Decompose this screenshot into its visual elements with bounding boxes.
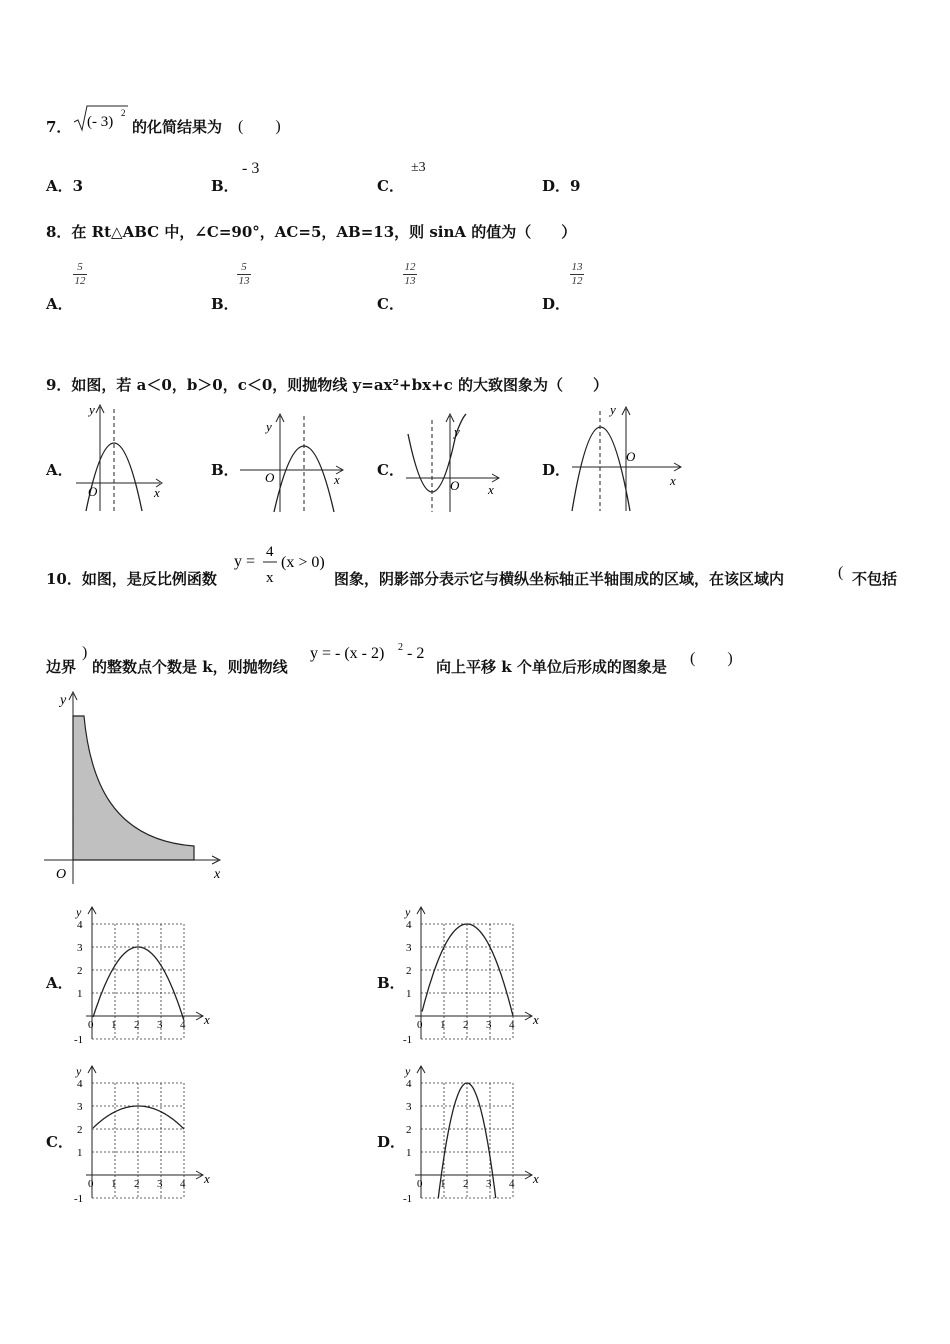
y-tick-label-neg: -1 <box>403 1034 413 1046</box>
svg-text:4: 4 <box>266 544 274 560</box>
y-tick-label: 3 <box>406 942 412 954</box>
svg-text:y =: y = <box>234 553 256 570</box>
svg-text:y: y <box>89 403 95 417</box>
q10-close-paren: ) <box>82 644 88 661</box>
y-tick-label: 2 <box>77 1124 83 1136</box>
x-tick-label: 1 <box>111 1019 117 1031</box>
q10-open-paren: ( <box>838 564 844 581</box>
x-tick-label: 2 <box>463 1019 469 1031</box>
y-tick-label: 1 <box>406 988 412 1000</box>
x-tick-label: 0 <box>88 1178 94 1190</box>
q10-graph-c <box>70 1059 210 1207</box>
q10-hyperbola-figure <box>42 690 230 886</box>
svg-text:O: O <box>626 449 636 464</box>
svg-text:y: y <box>60 693 67 708</box>
y-axis-label: y <box>76 905 82 919</box>
q7-option-b[interactable]: B． <box>211 177 239 195</box>
y-tick-label: 3 <box>77 942 83 954</box>
x-tick-label: 1 <box>111 1178 117 1190</box>
q10-graph-d <box>399 1059 539 1207</box>
svg-text:2: 2 <box>398 642 403 653</box>
x-tick-label: 0 <box>417 1019 423 1031</box>
y-tick-label: 1 <box>406 1147 412 1159</box>
q7-number: 7． <box>46 118 72 136</box>
q9-option-c[interactable]: C． <box>377 461 404 479</box>
svg-text:y: y <box>610 403 616 417</box>
x-tick-label: 3 <box>157 1019 163 1031</box>
q10-stem-part5: 的整数点个数是 k，则抛物线 <box>92 658 288 676</box>
q8-option-d-fraction: $\frac{13}{12}$ <box>571 261 583 287</box>
svg-text:y = - (x - 2): y = - (x - 2) <box>310 645 385 662</box>
svg-text:- 2: - 2 <box>407 645 425 662</box>
x-tick-label: 4 <box>180 1178 186 1190</box>
x-tick-label: 1 <box>440 1019 446 1031</box>
q7-paren: ( ) <box>238 118 281 135</box>
y-tick-label: 2 <box>77 965 83 977</box>
svg-text:x: x <box>214 867 221 882</box>
y-tick-label: 2 <box>406 965 412 977</box>
q8-option-b[interactable]: B． <box>211 295 239 313</box>
q10-option-b[interactable]: B． <box>377 974 405 992</box>
q9-graph-a <box>72 403 164 513</box>
y-tick-label: 3 <box>77 1101 83 1113</box>
q10-graph-a <box>70 900 210 1048</box>
q10-option-a[interactable]: A． <box>46 974 73 992</box>
q8-option-c-fraction: $\frac{12}{13}$ <box>404 261 416 287</box>
q10-stem-part4: 边界 <box>46 658 77 676</box>
q9-option-d[interactable]: D． <box>542 461 571 479</box>
q10-option-d[interactable]: D． <box>377 1133 406 1151</box>
y-axis-label: y <box>405 905 411 919</box>
y-tick-label: 4 <box>406 1078 412 1090</box>
q10-function-expression <box>232 540 334 588</box>
svg-text:O: O <box>265 470 275 485</box>
q7-radical <box>72 104 130 134</box>
svg-text:x: x <box>266 570 274 586</box>
parabola-curve <box>93 947 184 1021</box>
y-tick-label: 4 <box>77 1078 83 1090</box>
x-tick-label: 0 <box>88 1019 94 1031</box>
q9-option-b[interactable]: B． <box>211 461 239 479</box>
x-axis-label: x <box>204 1012 210 1027</box>
q8-option-a[interactable]: A． <box>46 295 73 313</box>
y-tick-label: 2 <box>406 1124 412 1136</box>
q8-stem: 8．在 Rt△ABC 中，∠C=90°，AC=5，AB=13，则 sinA 的值为（ ） <box>46 223 577 241</box>
x-tick-label: 2 <box>134 1178 140 1190</box>
q7-text: 的化简结果为 <box>132 118 223 136</box>
q8-option-d[interactable]: D． <box>542 295 571 313</box>
y-tick-label-neg: -1 <box>403 1193 413 1205</box>
y-tick-label: 1 <box>77 988 83 1000</box>
svg-text:y: y <box>266 419 272 434</box>
y-tick-label: 3 <box>406 1101 412 1113</box>
q9-option-a[interactable]: A． <box>46 461 73 479</box>
q10-option-c[interactable]: C． <box>46 1133 73 1151</box>
svg-text:y: y <box>454 424 460 439</box>
x-axis-label: x <box>204 1171 210 1186</box>
x-tick-label: 3 <box>486 1019 492 1031</box>
q9-graph-c <box>404 410 502 514</box>
x-tick-label: 2 <box>463 1178 469 1190</box>
q10-graph-b <box>399 900 539 1048</box>
svg-text:x: x <box>334 472 340 487</box>
x-tick-label: 4 <box>180 1019 186 1031</box>
q10-stem-part6: 向上平移 k 个单位后形成的图象是 <box>436 658 667 676</box>
q9-graph-b <box>238 410 346 514</box>
q9-stem: 9．如图，若 a＜0，b＞0，c＜0，则抛物线 y=ax²+bx+c 的大致图象为（ ） <box>46 376 608 394</box>
q9-graph-d <box>570 403 686 513</box>
q7-option-c-value: ±3 <box>411 160 426 175</box>
q7-option-c[interactable]: C． <box>377 177 404 195</box>
q7-option-d[interactable]: D．9 <box>542 177 581 195</box>
q10-paren: ( ) <box>690 650 733 667</box>
x-tick-label: 3 <box>486 1178 492 1190</box>
q10-stem-part2: 图象，阴影部分表示它与横纵坐标轴正半轴围成的区域，在该区域内 <box>334 570 785 588</box>
y-tick-label: 4 <box>406 919 412 931</box>
svg-text:O: O <box>88 484 98 499</box>
q7-option-b-value: - 3 <box>242 160 260 177</box>
parabola-curve <box>93 1106 184 1129</box>
svg-text:2: 2 <box>121 108 126 118</box>
svg-text:O: O <box>450 478 460 493</box>
q7-option-a[interactable]: A．3 <box>46 177 84 195</box>
q10-stem-part1: 10．如图，是反比例函数 <box>46 570 217 588</box>
y-tick-label: 1 <box>77 1147 83 1159</box>
x-axis-label: x <box>533 1012 539 1027</box>
parabola-curve <box>422 924 513 1016</box>
x-tick-label: 4 <box>509 1178 515 1190</box>
y-tick-label-neg: -1 <box>74 1193 84 1205</box>
q8-option-c[interactable]: C． <box>377 295 404 313</box>
q7-radical-text: (- 3) <box>87 114 114 130</box>
y-tick-label: 4 <box>77 919 83 931</box>
svg-text:x: x <box>154 485 160 500</box>
x-axis-label: x <box>533 1171 539 1186</box>
svg-text:x: x <box>488 482 494 497</box>
svg-text:(x > 0): (x > 0) <box>281 554 325 571</box>
x-tick-label: 2 <box>134 1019 140 1031</box>
x-tick-label: 0 <box>417 1178 423 1190</box>
x-tick-label: 1 <box>440 1178 446 1190</box>
q8-option-a-fraction: $\frac{5}{12}$ <box>74 261 86 287</box>
q10-stem-part3: 不包括 <box>852 570 898 588</box>
x-tick-label: 3 <box>157 1178 163 1190</box>
svg-text:x: x <box>670 473 676 488</box>
y-axis-label: y <box>76 1064 82 1078</box>
y-tick-label-neg: -1 <box>74 1034 84 1046</box>
y-axis-label: y <box>405 1064 411 1078</box>
svg-text:O: O <box>56 867 67 882</box>
q10-parabola-expression <box>308 640 440 666</box>
q8-option-b-fraction: $\frac{5}{13}$ <box>238 261 250 287</box>
x-tick-label: 4 <box>509 1019 515 1031</box>
